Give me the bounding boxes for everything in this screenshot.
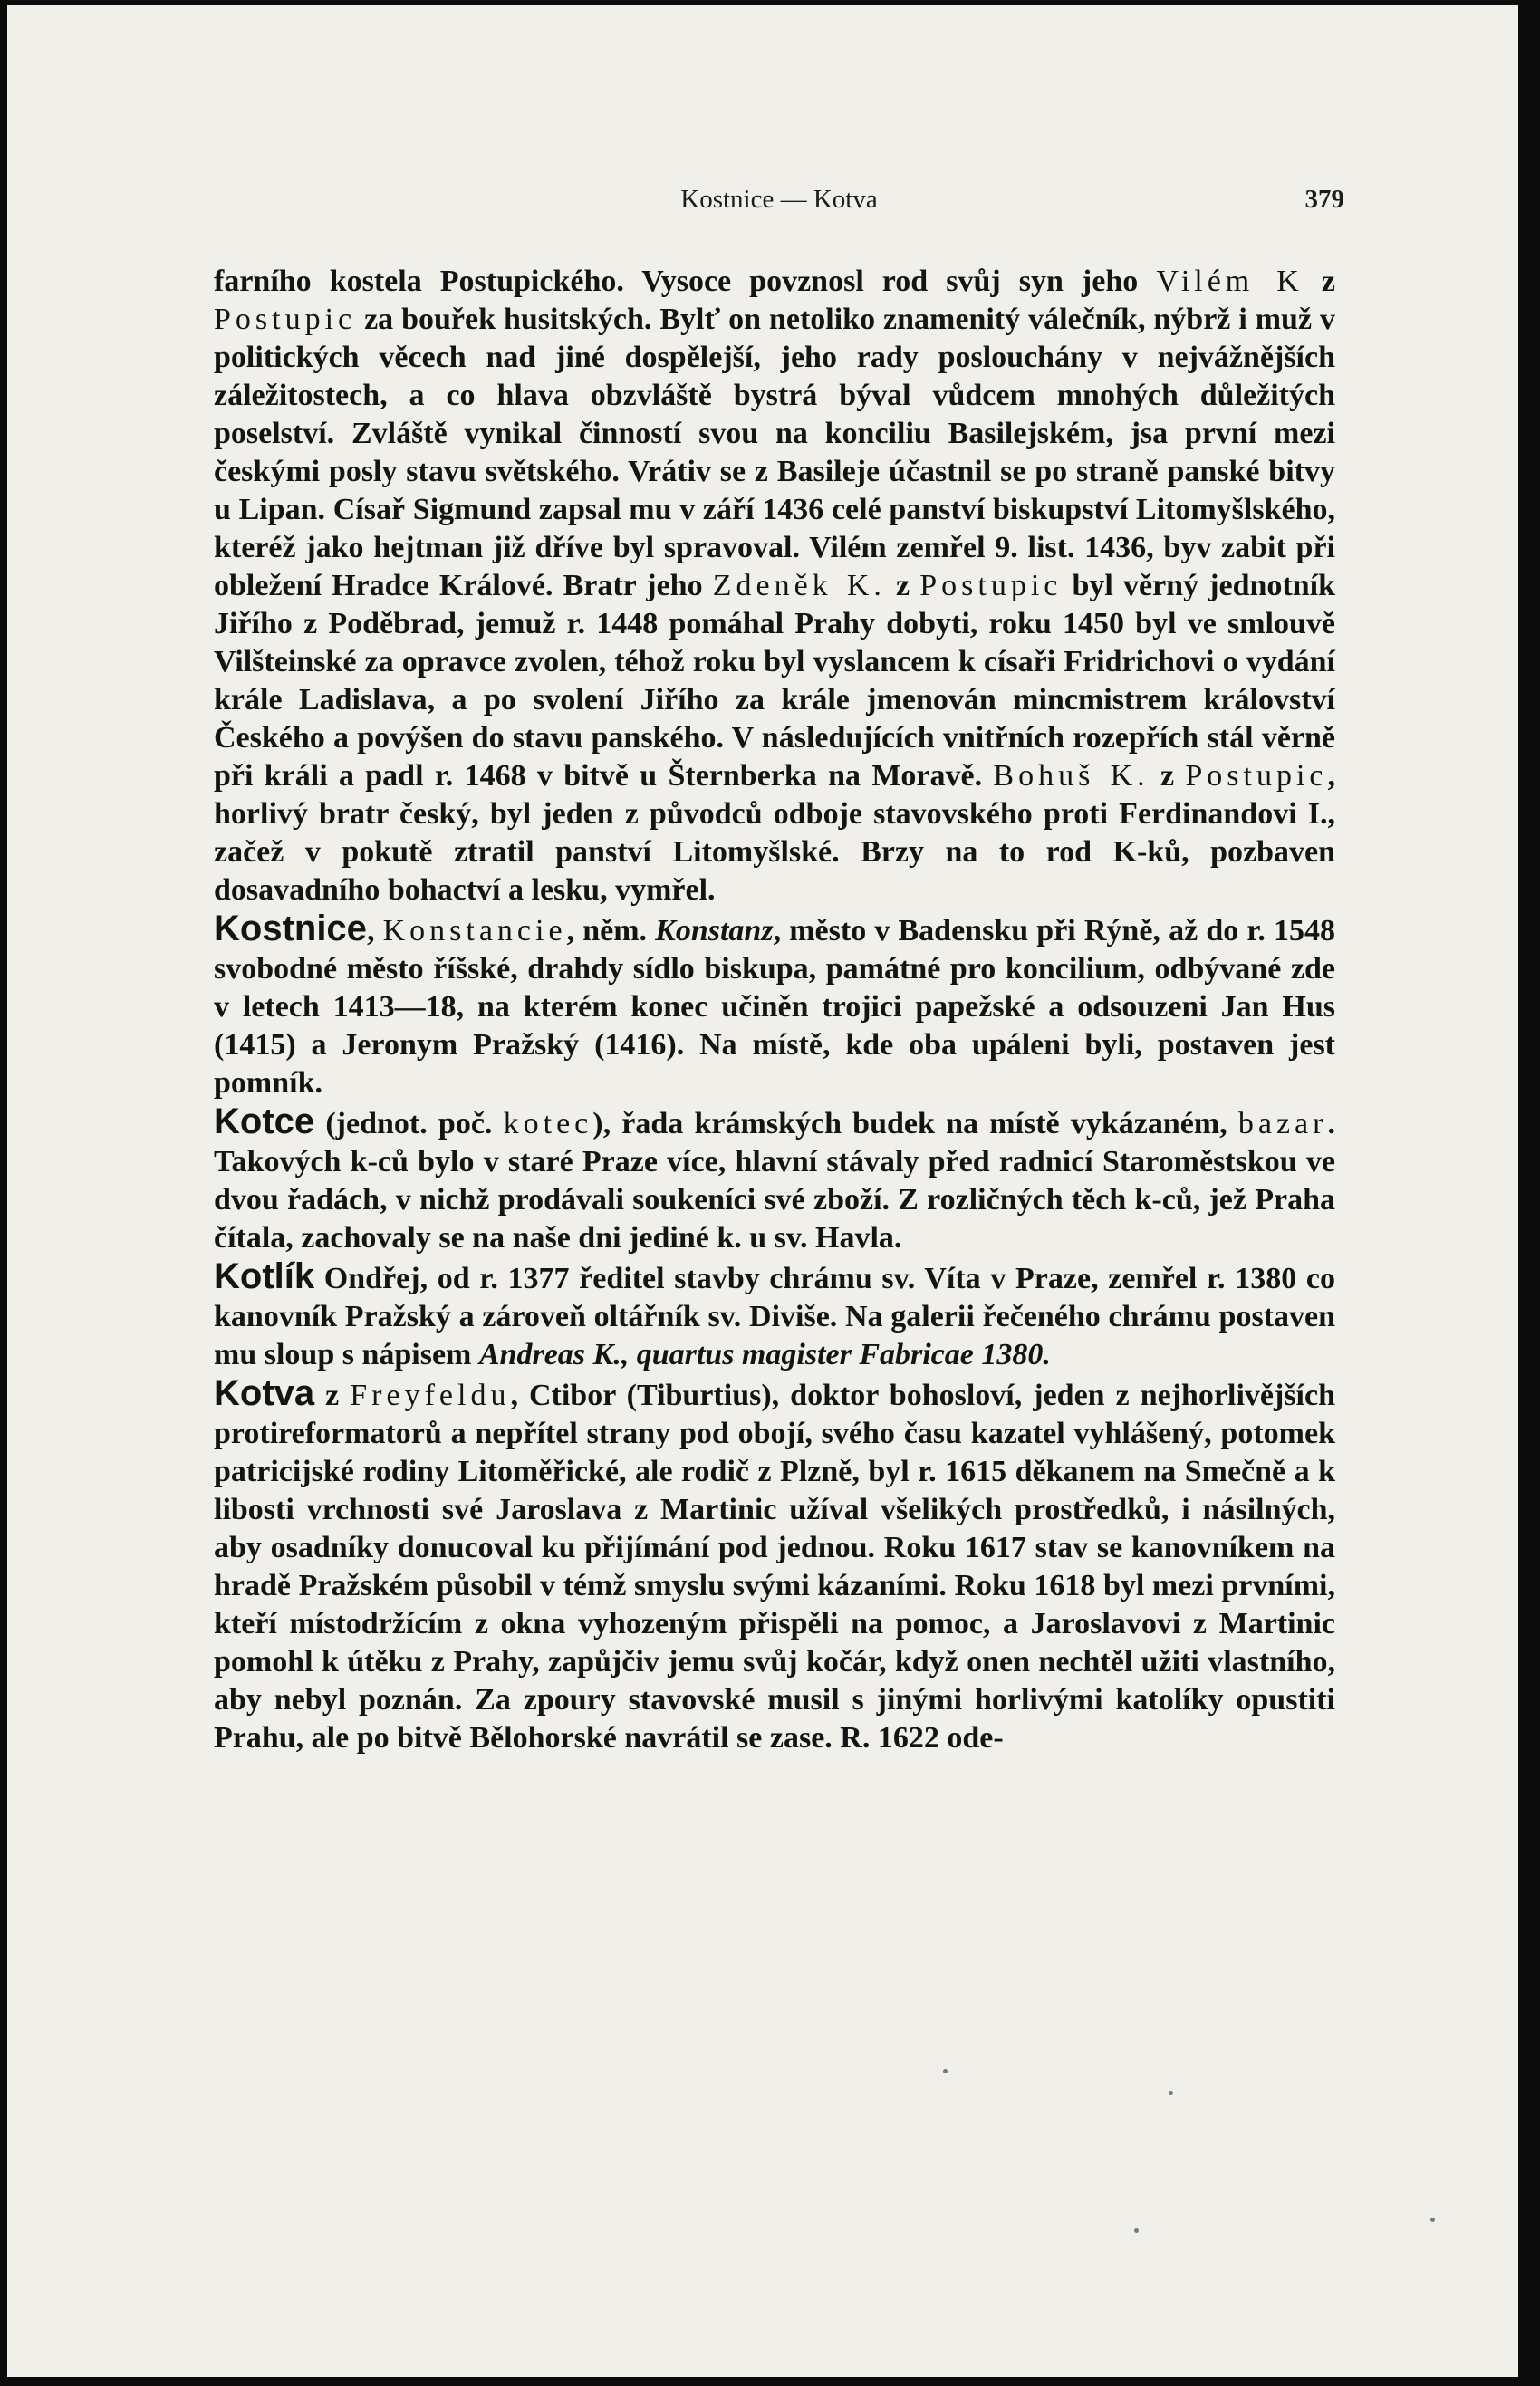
text-run: z — [314, 1379, 351, 1412]
entry-kostnice — [214, 909, 1335, 1102]
text-run: . Takových k-ců bylo v staré Praze více, hlavní stávaly před radnicí Staroměstskou ve dvou řadách, v nichž prodávali soukeníci své zboží. Z rozličných těch k-ců, jež Praha čítala, zachovaly se na naše dni jediné k. u sv. Havla. — [214, 1107, 1335, 1255]
text-run: byl věrný jednotník Jiřího z Poděbrad, jemuž r. 1448 pomáhal Prahy dobyti, roku 1450 byl ve smlouvě Vilšteinské za opravce zvolen, téhož roku byl vyslancem k císaři Fridrichovi o vydání krále Ladislava, a po svolení Jiřího za krále jmenován mincmistrem království Českého a povýšen do stavu panského. V následujících vnitřních rozepřích stál věrně při králi a padl r. 1468 v bitvě u Šternberka na Moravě. — [214, 569, 1336, 793]
print-speck — [1169, 2091, 1173, 2095]
text-run: za bouřek husitských. Bylť on netoliko znamenitý válečník, nýbrž i muž v politických věcech nad jiné dospělejší, jeho rady poslouchány v nejvážnějších záležitostech, a co hlava obzvláště bystrá býval vůdcem mnohých důležitých poselství. Zvláště vynikal činností svou na konciliu Basilejském, jsa první mezi českými posly stavu světského. Vrátiv se z Basileje účastnil se po straně panské bitvy u Lipan. Císař Sigmund zapsal mu v září 1436 celé panství biskupství Litomyšlského, kteréž jako hejtman již dříve byl spravoval. Vilém zemřel 9. list. 1436, byv zabit při obležení Hradce Králové. Bratr jeho — [214, 303, 1335, 602]
person-name: Zdeněk K. — [712, 569, 886, 602]
text-run: , Ctibor (Tiburtius), doktor bohosloví, jeden z nejhorlivějších protireformatorů a nepřítel strany pod obojí, svého času kazatel vyhlášený, potomek patricijské rodiny Litoměřické, ale rodič z Plzně, byl r. 1615 děkanem na Smečně a k libosti vrchnosti své Jaroslava z Martinic užíval všelikých prostředků, i násilných, aby osadníky donucoval ku přijímání pod jednou. Roku 1617 stav se kanovníkem na hradě Pražském působil v témž smyslu svými kázaními. Roku 1618 byl mezi prvními, kteří místodržícím z okna vyhozeným přispěli na pomoc, a Jaroslavovi z Martinic pomohl k útěku z Prahy, zapůjčiv jemu svůj kočár, když onen nechtěl užiti vlastního, aby nebyl poznán. Za zpoury stavovské musil s jinými horlivými katolíky opustiti Prahu, ale po bitvě Bělohorské navrátil se zase. R. 1622 ode- — [214, 1379, 1335, 1755]
continuation-paragraph — [214, 263, 1335, 909]
running-title: Kostnice — Kotva — [680, 185, 878, 214]
text-run: , město v Badensku při Rýně, až do r. 1548 svobodné město říšské, drahdy sídlo biskupa, památné pro koncilium, odbývané zde v letech 1413—18, na kterém konec učiněn trojici papežské a odsouzeni Jan Hus (1415) a Jeronym Pražský (1416). Na místě, kde oba upáleni byli, postaven jest pomník. — [214, 914, 1335, 1100]
alt-name: Konstancie — [382, 914, 567, 948]
text-run: ), řada krámských budek na místě vykázaném, — [592, 1107, 1238, 1140]
headword: Kostnice — [214, 909, 367, 948]
person-name: Bohuš K. — [993, 759, 1150, 793]
entry-kotce — [214, 1102, 1335, 1257]
book-page — [7, 5, 1518, 2377]
headword: Kotlík — [214, 1256, 315, 1296]
inscription: Andreas K., quartus magister Fabricae 1380. — [478, 1338, 1051, 1371]
place-name: Postupic — [1185, 759, 1328, 793]
text-run: (jednot. poč. — [314, 1107, 504, 1140]
page-body — [214, 263, 1335, 1757]
place-name: Postupic — [214, 303, 357, 336]
text-run: z — [1303, 265, 1335, 298]
headword: Kotva — [214, 1373, 315, 1413]
person-name: Vilém K — [1156, 265, 1304, 298]
print-speck — [1430, 2218, 1435, 2222]
headword: Kotce — [214, 1102, 315, 1141]
singular-form: kotec — [503, 1107, 593, 1140]
text-run: , — [366, 914, 383, 948]
place-name: Postupic — [919, 569, 1063, 602]
text-run: z — [1149, 759, 1186, 793]
text-run: z — [885, 569, 920, 602]
entry-kotva — [214, 1374, 1335, 1757]
entry-kotlik — [214, 1257, 1335, 1374]
print-speck — [1134, 2228, 1139, 2233]
family-name: Freyfeldu — [350, 1379, 511, 1412]
page-header — [214, 185, 1344, 221]
text-run: , něm. — [566, 914, 656, 948]
print-speck — [943, 2069, 948, 2073]
text-run: farního kostela Postupického. Vysoce povznosl rod svůj syn jeho — [214, 265, 1157, 298]
text-run: , horlivý bratr český, byl jeden z původců odboje stavovského proti Ferdinandovi I., začež v pokutě ztratil panství Litomyšlské. Brzy na to rod K-ků, pozbaven dosavadního bohactví a lesku, vymřel. — [214, 759, 1336, 907]
term-bazar: bazar — [1237, 1107, 1328, 1140]
german-name: Konstanz — [655, 914, 774, 948]
page-number: 379 — [1304, 185, 1344, 214]
text-run: Ondřej, od r. 1377 ředitel stavby chrámu sv. Víta v Praze, zemřel r. 1380 co kanovník Pražský a zároveň oltářník sv. Diviše. Na galerii řečeného chrámu postaven mu sloup s nápisem — [214, 1262, 1335, 1371]
